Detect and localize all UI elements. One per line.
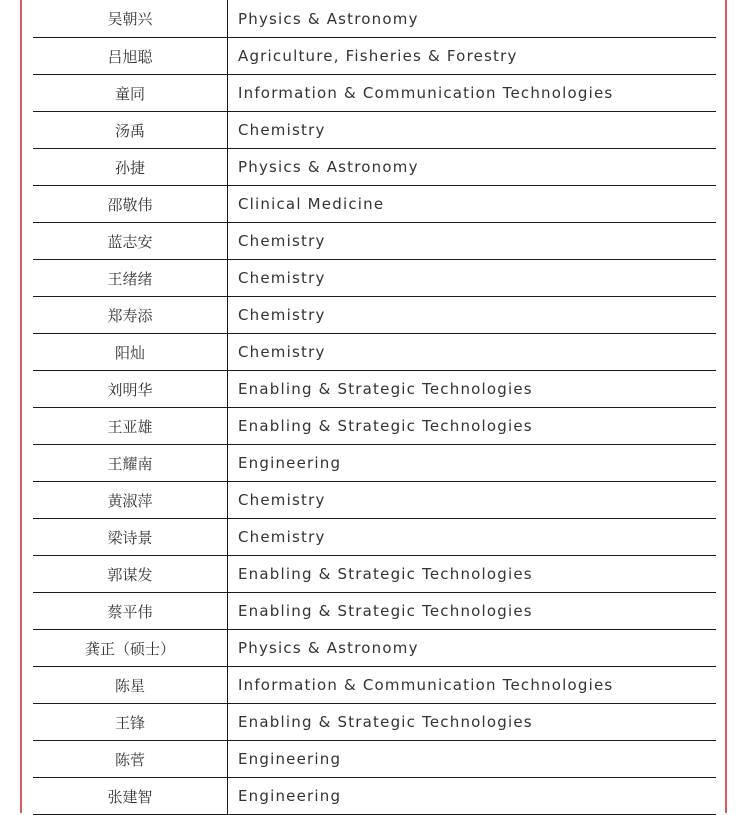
frame-right-border <box>725 0 727 813</box>
table-row <box>33 556 716 593</box>
researcher-name: 龚正（硕士） <box>33 630 228 666</box>
frame-left-border <box>20 0 22 813</box>
research-field: Engineering <box>238 787 342 805</box>
researcher-table <box>33 0 716 815</box>
table-row <box>33 223 716 260</box>
table-row <box>33 371 716 408</box>
research-field: Chemistry <box>238 343 326 361</box>
research-field: Engineering <box>238 454 342 472</box>
table-row <box>33 334 716 371</box>
researcher-name: 邵敬伟 <box>33 186 228 222</box>
table-row <box>33 667 716 704</box>
research-field: Chemistry <box>238 306 326 324</box>
research-field: Chemistry <box>238 121 326 139</box>
researcher-name: 阳灿 <box>33 334 228 370</box>
researcher-name: 蔡平伟 <box>33 593 228 629</box>
research-field: Chemistry <box>238 491 326 509</box>
researcher-name: 汤禹 <box>33 112 228 148</box>
researcher-name: 黄淑萍 <box>33 482 228 518</box>
researcher-name: 郭谋发 <box>33 556 228 592</box>
table-row <box>33 482 716 519</box>
research-field: Chemistry <box>238 232 326 250</box>
table-row <box>33 260 716 297</box>
research-field: Engineering <box>238 750 342 768</box>
research-field: Chemistry <box>238 269 326 287</box>
table-row <box>33 297 716 334</box>
table-row <box>33 186 716 223</box>
table-row <box>33 0 716 38</box>
research-field: Enabling & Strategic Technologies <box>238 565 533 583</box>
researcher-name: 王耀南 <box>33 445 228 481</box>
research-field: Agriculture, Fisheries & Forestry <box>238 47 518 65</box>
researcher-name: 梁诗景 <box>33 519 228 555</box>
research-field: Enabling & Strategic Technologies <box>238 602 533 620</box>
researcher-name: 吕旭聪 <box>33 38 228 74</box>
research-field: Chemistry <box>238 528 326 546</box>
researcher-name: 郑寿添 <box>33 297 228 333</box>
table-row <box>33 778 716 815</box>
researcher-name: 王锋 <box>33 704 228 740</box>
researcher-name: 孙捷 <box>33 149 228 185</box>
research-field: Clinical Medicine <box>238 195 385 213</box>
research-field: Information & Communication Technologies <box>238 84 614 102</box>
research-field: Enabling & Strategic Technologies <box>238 713 533 731</box>
research-field: Information & Communication Technologies <box>238 676 614 694</box>
table-row <box>33 38 716 75</box>
researcher-name: 张建智 <box>33 778 228 814</box>
researcher-name: 陈星 <box>33 667 228 703</box>
table-row <box>33 112 716 149</box>
research-field: Enabling & Strategic Technologies <box>238 380 533 398</box>
table-row <box>33 408 716 445</box>
table-row <box>33 741 716 778</box>
researcher-name: 吴朝兴 <box>33 0 228 37</box>
table-row <box>33 149 716 186</box>
table-row <box>33 519 716 556</box>
researcher-name: 王绪绪 <box>33 260 228 296</box>
table-row <box>33 593 716 630</box>
table-row <box>33 445 716 482</box>
table-row <box>33 630 716 667</box>
table-row <box>33 75 716 112</box>
table-row <box>33 704 716 741</box>
research-field: Physics & Astronomy <box>238 639 419 657</box>
research-field: Physics & Astronomy <box>238 158 419 176</box>
research-field: Enabling & Strategic Technologies <box>238 417 533 435</box>
researcher-name: 王亚雄 <box>33 408 228 444</box>
researcher-name: 陈菅 <box>33 741 228 777</box>
researcher-name: 蓝志安 <box>33 223 228 259</box>
researcher-name: 童同 <box>33 75 228 111</box>
researcher-name: 刘明华 <box>33 371 228 407</box>
research-field: Physics & Astronomy <box>238 9 419 28</box>
